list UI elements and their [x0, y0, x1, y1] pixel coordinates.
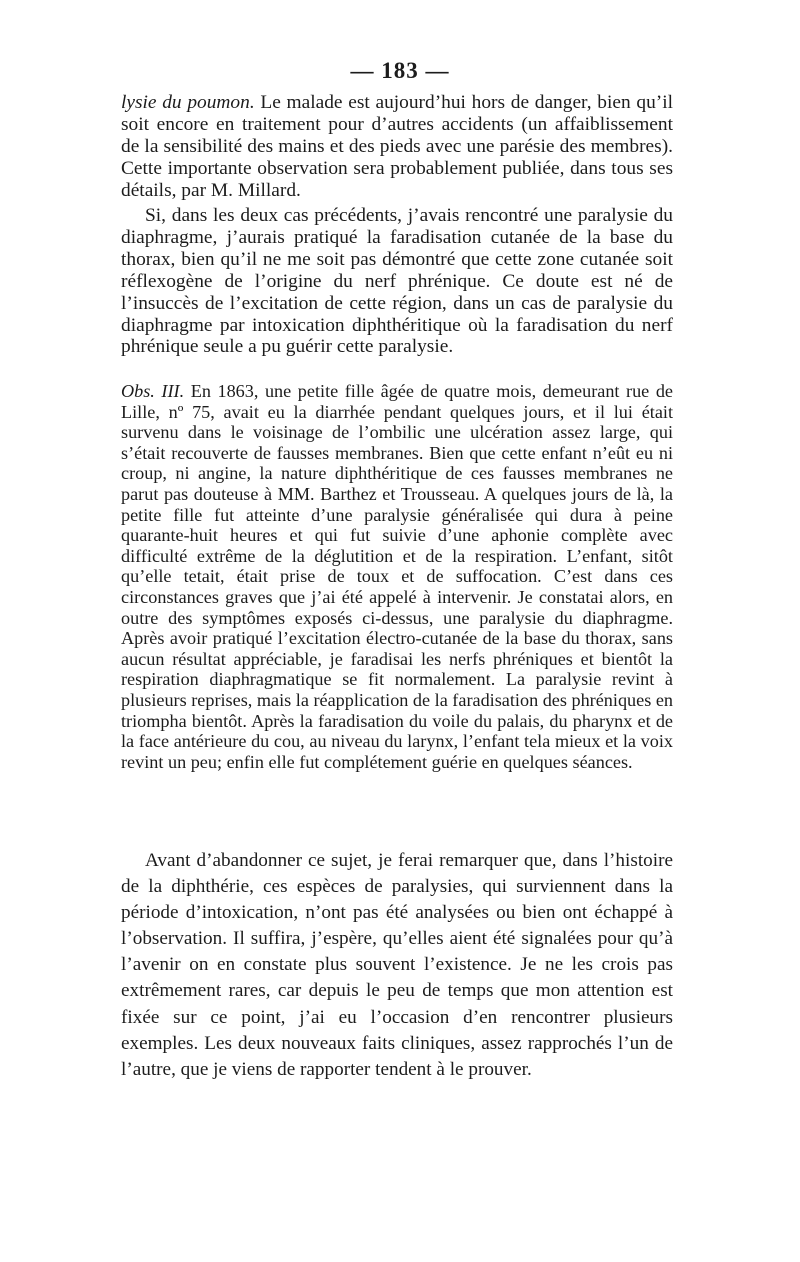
observation-label: Obs. III.	[121, 381, 185, 401]
observation-block	[121, 381, 673, 772]
page-number: — 183 —	[350, 58, 450, 83]
paragraph-conclusion: Avant d’abandonner ce sujet, je ferai remarquer que, dans l’histoire de la diphthérie, ces espèces de paralysies, qui surviennent dans la période d’intoxication, n’ont pas été analysées ou bien ont échappé à l’observation. Il suffira, j’espère, qu’elles aient été signalées pour qu’à l’avenir on en constate plus souvent l’existence. Je ne les crois pas extrêmement rares, car depuis le peu de temps que mon attention est fixée sur ce point, j’ai eu l’occasion d’en rencontrer plusieurs exemples. Les deux nouveaux faits cliniques, assez rapprochés l’un de l’autre, que je viens de rapporter tendent à le prouver.	[121, 850, 673, 1080]
paragraph-diaphragm: Si, dans les deux cas précédents, j’avais rencontré une paralysie du diaphragme, j’aurais pratiqué la faradisation cutanée de la base du thorax, bien qu’il ne me soit pas démontré que cette zone cutanée soit réflexogène de l’origine du nerf phrénique. Ce doute est né de l’insuccès de l’excitation de cette région, dans un cas de paralysie du diaphragme par intoxication diphthéritique où la faradisation du nerf phrénique seule a pu guérir cette paralysie.	[121, 205, 673, 358]
observation-text: En 1863, une petite fille âgée de quatre mois, demeurant rue de Lille, nº 75, avait eu la diarrhée pendant quelques jours, et il lui était survenu dans le voisinage de l’ombilic une ulcération assez large, qui s’était recouverte de fausses membranes. Bien que cette enfant n’eût eu ni croup, ni angine, la nature diphthéritique de ces fausses membranes ne parut pas douteuse à MM. Barthez et Trousseau. A quelques jours de là, la petite fille fut atteinte d’une paralysie généralisée qui dura à peine quarante-huit heures et qui fut suivie d’une aphonie complète avec difficulté extrême de la déglutition et de la respiration. L’enfant, sitôt qu’elle tetait, était prise de toux et de suffocation. C’est dans ces circonstances graves que j’ai été appelé à intervenir. Je constatai alors, en outre des symptômes exposés ci-dessus, une paralysie du diaphragme. Après avoir pratiqué l’excitation électro-cutanée de la base du thorax, sans aucun résultat appréciable, je faradisai les nerfs phréniques et bientôt la respiration diaphragmatique se fit normalement. La paralysie revint à plusieurs reprises, mais la réapplication de la faradisation des phréniques en triompha bientôt. Après la faradisation du voile du palais, du pharynx et de la face antérieure du cou, au niveau du larynx, l’enfant tela mieux et la voix revint un peu; enfin elle fut complétement guérie en quelques séances.	[121, 381, 674, 772]
paragraph-continuation-italic: lysie du poumon.	[121, 92, 255, 113]
paragraph-continuation-text: Le malade est aujourd’hui hors de danger, bien qu’il soit encore en traitement pour d’autres accidents (un affaiblissement de la sensibilité des mains et des pieds avec une parésie des membres). Cette importante observation sera probablement publiée, dans tous ses détails, par M. Millard.	[121, 92, 673, 201]
paragraph-continuation	[121, 92, 673, 202]
